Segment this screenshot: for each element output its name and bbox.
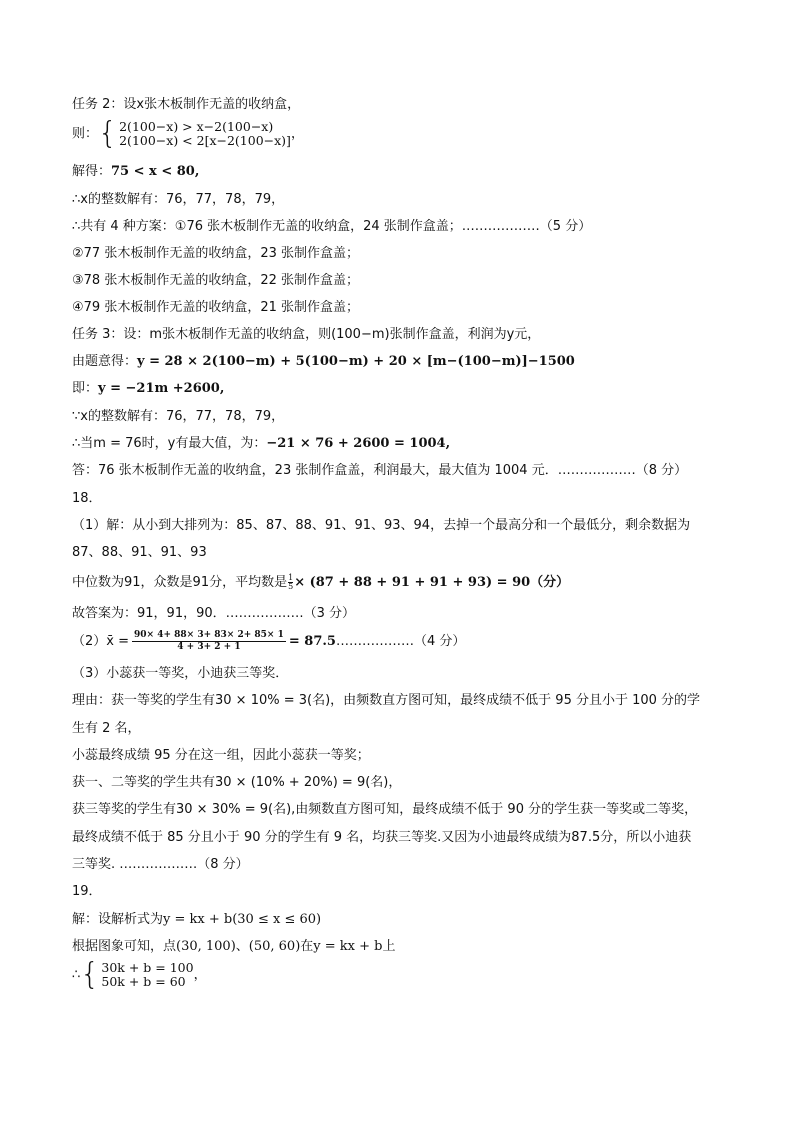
points-suffix: 上	[382, 939, 396, 954]
inequality-system	[98, 116, 291, 151]
max-label: ∴当m = 76时，y有最大值，为：	[72, 436, 267, 451]
max-math: −21 × 76 + 2600 = 1004,	[266, 436, 451, 451]
equation-math: y = 28 × 2(100−m) + 5(100−m) + 20 × [m−(100−m)]−1500	[137, 354, 575, 369]
task3-integer-solutions: ∵x的整数解有：76，77，78，79，	[72, 409, 285, 424]
mean-denominator: 4 + 3+ 2 + 1	[177, 642, 241, 652]
therefore-symbol: ∴	[72, 967, 81, 983]
equation-row-2: 50k + b = 60	[101, 974, 186, 989]
q18-part3-line5: 获一、二等奖的学生共有30 × (10% + 20%) = 9(名)，	[72, 775, 402, 790]
q18-part3-line4: 小蕊最终成绩 95 分在这一组，因此小蕊获一等奖；	[72, 748, 370, 763]
solution-math: 75 < x < 80,	[111, 164, 200, 179]
task3-max-value	[72, 435, 450, 453]
weighted-mean-fraction	[132, 630, 286, 653]
stats-math: × (87 + 88 + 91 + 91 + 93) = 90（分）	[294, 575, 570, 590]
inequality-row-1: 2(100−x) > x−2(100−x)	[119, 119, 274, 134]
task2-plan-4: ④79 张木板制作无盖的收纳盒，21 张制作盒盖；	[72, 300, 360, 315]
task2-plan-2: ②77 张木板制作无盖的收纳盒，23 张制作盒盖；	[72, 246, 360, 261]
left-brace-icon: {	[80, 957, 100, 992]
fraction-one-fifth	[288, 574, 293, 591]
mean-label: （2）x̄ =	[72, 634, 129, 649]
q18-part1-line2: 87、88、91、91、93	[72, 545, 207, 560]
score-note: ………………（4 分）	[335, 634, 466, 649]
q18-part3-line2: 理由：获一等奖的学生有30 × 10% = 3(名)，由频数直方图可知，最终成绩不低于 95 分且小于 100 分的学	[72, 693, 701, 708]
task2-solution	[72, 163, 199, 181]
q18-part3-line6: 获三等奖的学生有30 × 30% = 9(名),由频数直方图可知，最终成绩不低于 90 分的学生获一等奖或二等奖，	[72, 802, 698, 817]
q18-part3-line7: 最终成绩不低于 85 分且小于 90 分的学生有 9 名，均获三等奖.又因为小迪最终成绩为87.5分，所以小迪获	[72, 830, 692, 845]
simplified-label: 即：	[72, 381, 99, 396]
q19-line2	[72, 938, 396, 956]
line-equation: y = kx + b	[313, 939, 383, 954]
task3-answer: 答：76 张木板制作无盖的收纳盒，23 张制作盒盖，利润最大，最大值为 1004 元．………………（8 分）	[72, 463, 688, 478]
task3-heading: 任务 3：设：m张木板制作无盖的收纳盒，则(100−m)张制作盒盖，利润为y元，	[72, 327, 541, 342]
points-math: (30, 100)、(50, 60)	[176, 939, 301, 954]
task2-plan-1: ∴共有 4 种方案：①76 张木板制作无盖的收纳盒，24 张制作盒盖；………………（5 分）	[72, 219, 592, 234]
task2-plan-3: ③78 张木板制作无盖的收纳盒，22 张制作盒盖；	[72, 273, 360, 288]
equation-system	[80, 957, 194, 992]
q18-part3-line3: 生有 2 名，	[72, 721, 141, 736]
task2-integer-solutions: ∴x的整数解有：76，77，78，79，	[72, 192, 285, 207]
q18-part3-line8: 三等奖. ………………（8 分）	[72, 857, 249, 872]
equation-label: 由题意得：	[72, 354, 138, 369]
inequality-row-2: 2(100−x) < 2[x−2(100−x)]	[119, 133, 291, 148]
task3-equation	[72, 353, 575, 371]
task3-simplified	[72, 380, 224, 398]
q19-equation-system	[72, 957, 207, 992]
mean-numerator: 90× 4+ 88× 3+ 83× 2+ 85× 1	[134, 630, 284, 640]
q18-part1-stats	[72, 574, 569, 592]
task2-inequality-system	[72, 116, 304, 151]
fraction-denominator: 5	[288, 582, 294, 591]
left-brace-icon: {	[98, 116, 118, 151]
q19-number: 19．	[72, 884, 102, 899]
setup-label: 解：设解析式为	[72, 912, 164, 927]
q18-part2	[72, 630, 465, 653]
points-mid: 在	[300, 939, 314, 954]
simplified-math: y = −21m +2600,	[98, 381, 225, 396]
setup-math: y = kx + b(30 ≤ x ≤ 60)	[163, 912, 322, 927]
mean-result: = 87.5	[288, 634, 336, 649]
fraction-numerator: 1	[288, 573, 294, 582]
stats-text: 中位数为91，众数是91分，平均数是	[72, 575, 288, 590]
q18-number: 18．	[72, 491, 102, 506]
q19-line1	[72, 911, 321, 929]
task2-heading: 任务 2：设x张木板制作无盖的收纳盒，	[72, 97, 301, 112]
punctuation: ，	[290, 126, 304, 142]
punctuation: ，	[193, 967, 207, 983]
equation-row-1: 30k + b = 100	[101, 960, 194, 975]
solution-label: 解得：	[72, 164, 112, 179]
points-label: 根据图象可知，点	[72, 939, 177, 954]
q18-part3-line1: （3）小蕊获一等奖，小迪获三等奖．	[72, 666, 289, 681]
task2-prefix: 则：	[72, 126, 99, 142]
q18-part1-line1: （1）解：从小到大排列为：85、87、88、91、91、93、94，去掉一个最高分和一个最低分，剩余数据为	[72, 518, 691, 533]
q18-part1-answer: 故答案为：91，91，90．………………（3 分）	[72, 606, 356, 621]
